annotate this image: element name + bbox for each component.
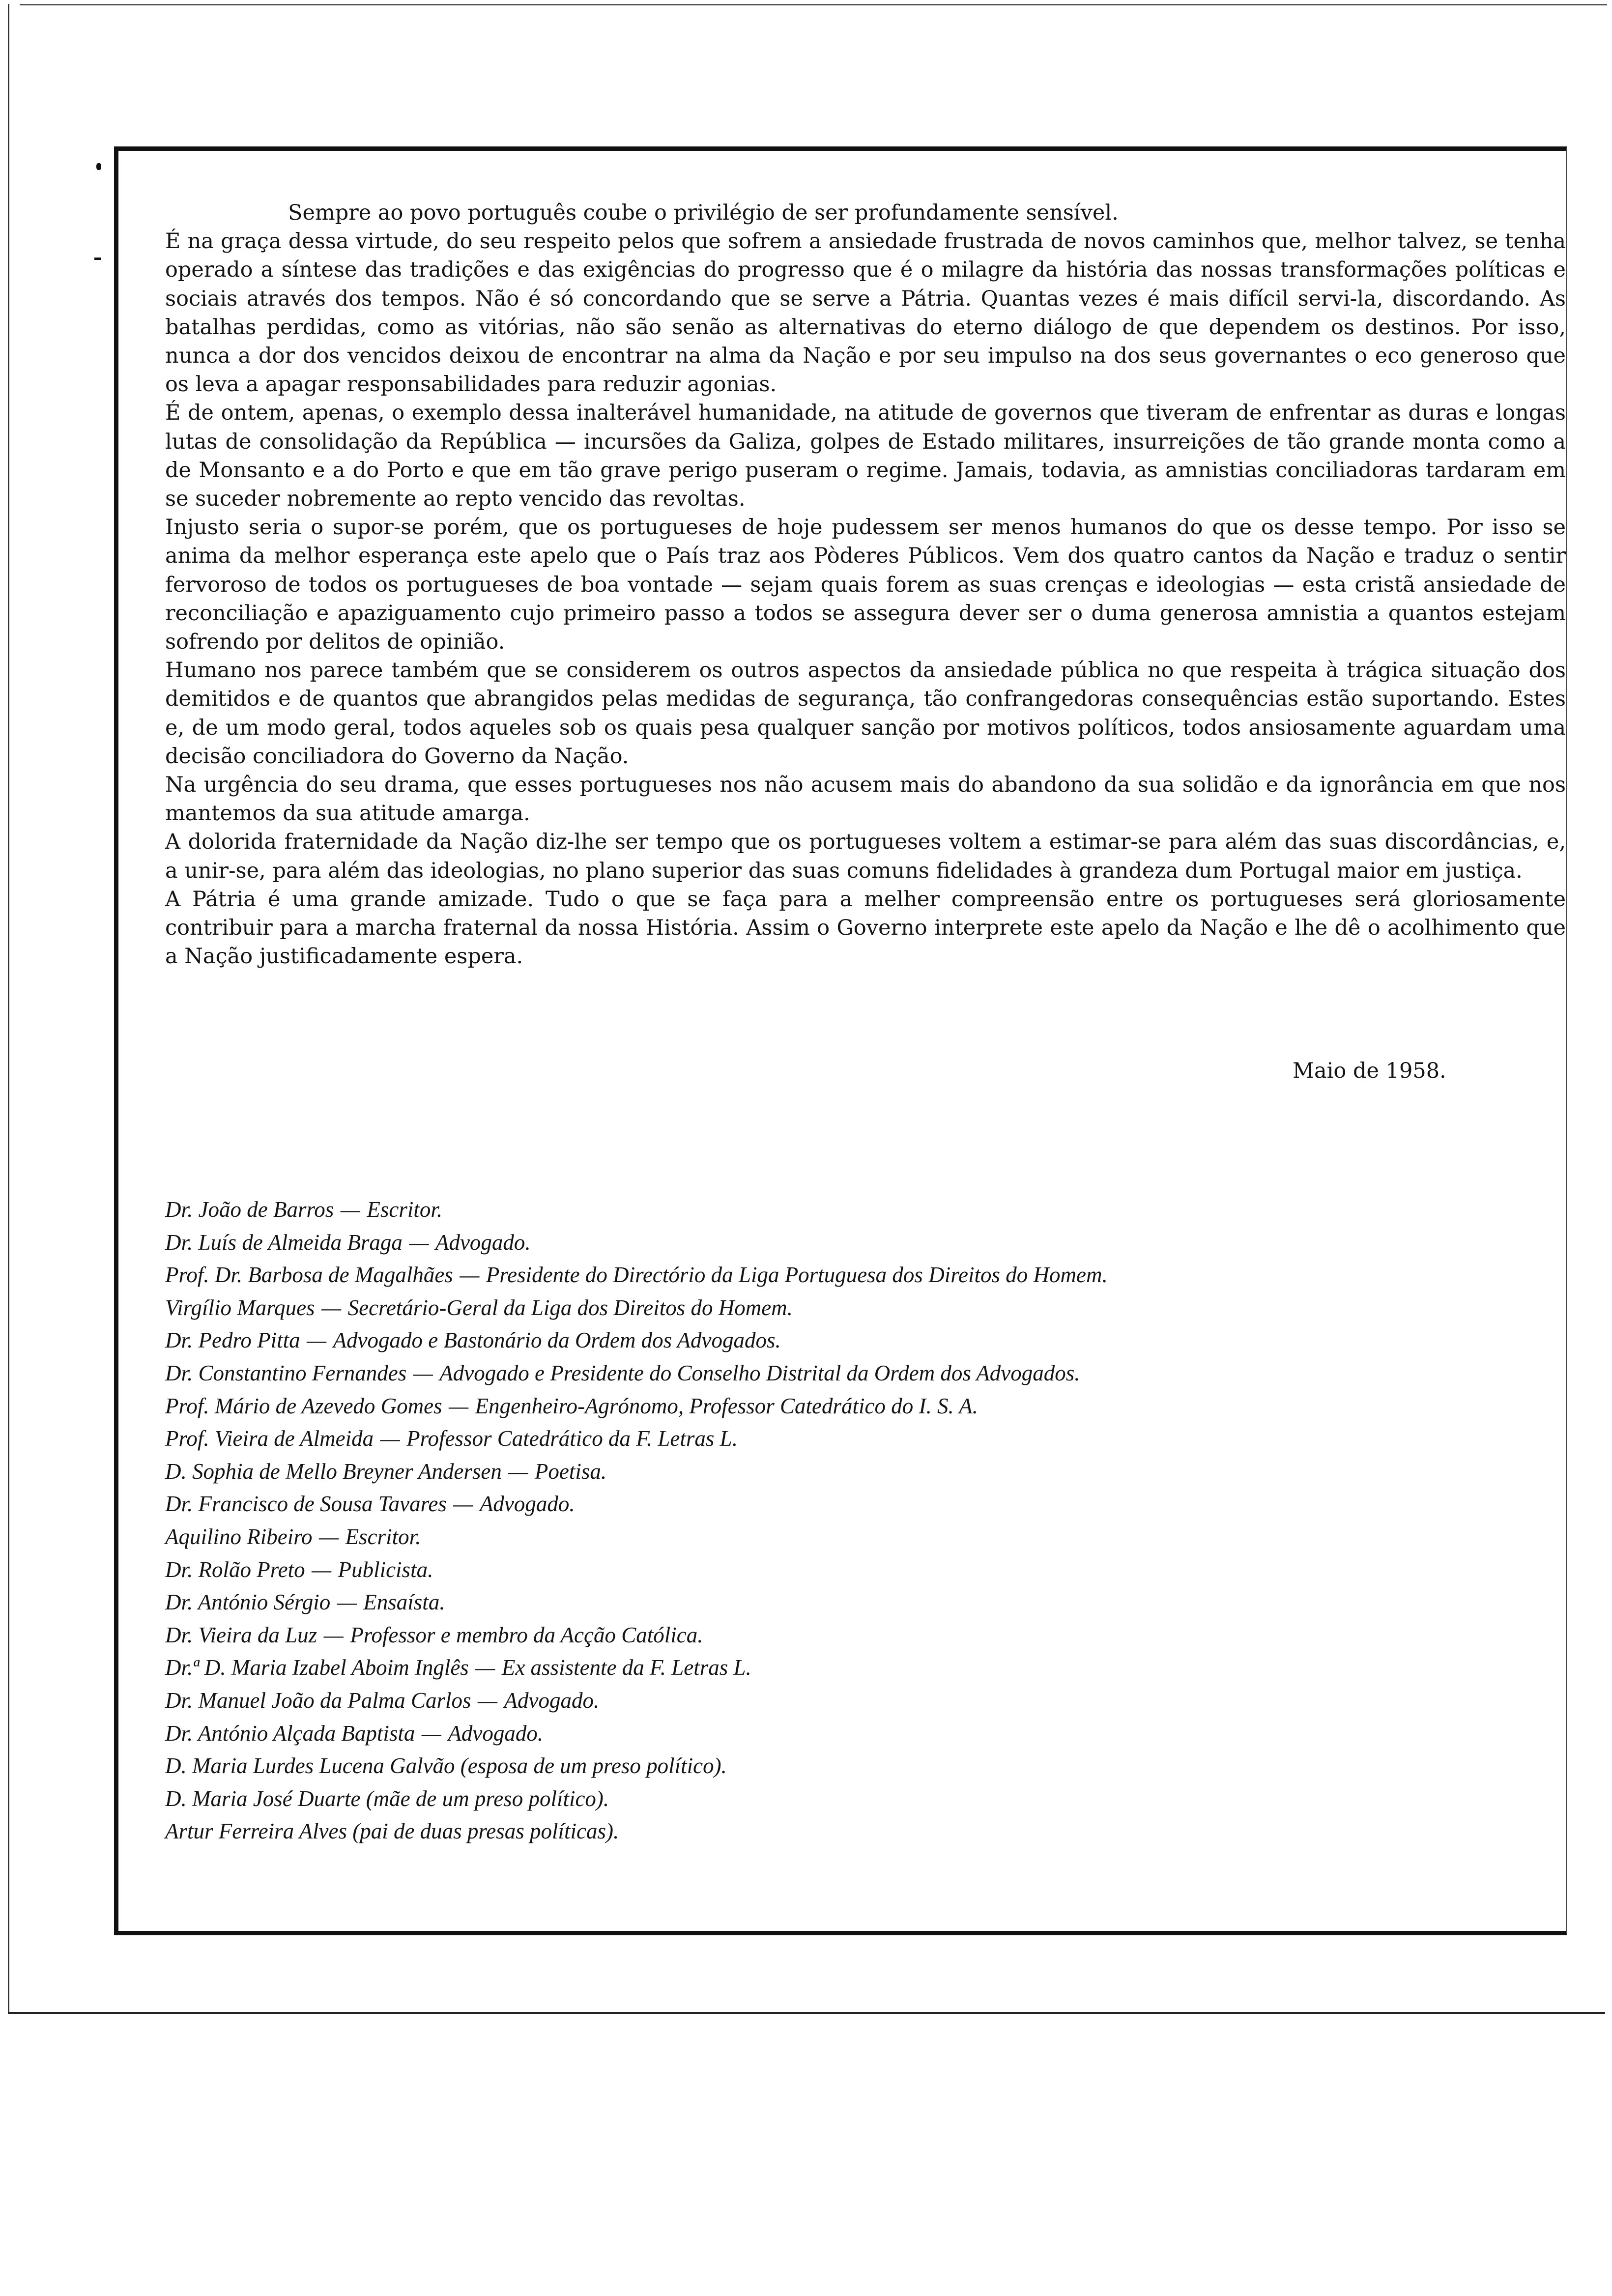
signatory-name: Dr. António Sérgio bbox=[165, 1590, 331, 1615]
signatory-name: Dr. António Alçada Baptista bbox=[165, 1721, 415, 1746]
separator: — bbox=[307, 1328, 327, 1353]
signatory-name: Prof. Mário de Azevedo Gomes bbox=[165, 1393, 442, 1418]
signatory-line bbox=[165, 1226, 1492, 1259]
separator: — bbox=[460, 1263, 480, 1288]
signatory-name: Aquilino Ribeiro bbox=[165, 1524, 313, 1549]
separator: — bbox=[413, 1360, 433, 1385]
signatory-name: Prof. Dr. Barbosa de Magalhães bbox=[165, 1263, 453, 1288]
paragraph: A Pátria é uma grande amizade. Tudo o que se faça para a melher compreensão entre os portugueses será gloriosamente contribuir para a marcha fraternal da nossa História. Assim o Governo interprete este apelo da Nação e lhe dê o acolhimento que a Nação justificadamente espera. bbox=[165, 887, 1566, 969]
signatory-role: Engenheiro-Agrónomo, Professor Catedrático do I. S. A. bbox=[475, 1393, 978, 1418]
separator: — bbox=[453, 1492, 473, 1517]
signatory-role: Advogado. bbox=[479, 1492, 575, 1517]
letter-date: Maio de 1958. bbox=[1293, 1059, 1446, 1083]
signatory-line bbox=[165, 1684, 1492, 1717]
scan-edge-bottom bbox=[8, 2012, 1605, 2014]
signatory-line bbox=[165, 1390, 1492, 1423]
signatory-name: D. Maria José Duarte (mãe de um preso político). bbox=[165, 1786, 609, 1811]
separator: — bbox=[421, 1721, 441, 1746]
separator: — bbox=[478, 1688, 498, 1713]
signatory-line bbox=[165, 1782, 1492, 1815]
separator: — bbox=[337, 1590, 357, 1615]
signatory-line bbox=[165, 1521, 1492, 1553]
signatory-name: Dr. João de Barros bbox=[165, 1197, 334, 1222]
signatory-line bbox=[165, 1586, 1492, 1619]
signatory-line bbox=[165, 1292, 1492, 1324]
signatory-line bbox=[165, 1422, 1492, 1455]
separator: — bbox=[508, 1459, 528, 1484]
signatory-line bbox=[165, 1717, 1492, 1750]
separator: — bbox=[312, 1557, 332, 1582]
signatory-role: Professor e membro da Acção Católica. bbox=[350, 1622, 703, 1647]
separator: — bbox=[321, 1295, 342, 1320]
separator: — bbox=[340, 1197, 360, 1222]
margin-mark bbox=[94, 258, 101, 260]
signatory-role: Advogado. bbox=[435, 1230, 531, 1255]
letter-body bbox=[165, 199, 1566, 971]
signatory-list bbox=[165, 1193, 1492, 1848]
signatory-name: Dr.ª D. Maria Izabel Aboim Inglês bbox=[165, 1655, 469, 1680]
signatory-role: Publicista. bbox=[338, 1557, 433, 1582]
signatory-role: Professor Catedrático da F. Letras L. bbox=[406, 1426, 738, 1451]
paragraph: Injusto seria o supor-se porém, que os portugueses de hoje pudessem ser menos humanos do que os desse tempo. Por isso se anima da melhor esperança este apelo que o País traz aos Pòderes Públicos. Vem dos quatro cantos da Nação e traduz o sentir fervoroso de todos os portugueses de boa vontade — sejam quais forem as suas crenças e ideologias — esta cristã ansiedade de reconciliação e apaziguamento cujo primeiro passo a todos se assegura dever ser o duma generosa amnistia a quantos estejam sofrendo por delitos de opinião. bbox=[165, 515, 1566, 655]
signatory-name: Dr. Rolão Preto bbox=[165, 1557, 305, 1582]
signatory-line bbox=[165, 1619, 1492, 1652]
signatory-role: Presidente do Directório da Liga Portuguesa dos Direitos do Homem. bbox=[486, 1263, 1108, 1288]
paragraph: Sempre ao povo português coube o privilégio de ser profundamente sensível. bbox=[288, 201, 1119, 225]
signatory-name: Dr. Manuel João da Palma Carlos bbox=[165, 1688, 471, 1713]
signatory-role: Escritor. bbox=[367, 1197, 443, 1222]
signatory-name: D. Maria Lurdes Lucena Galvão (esposa de um preso político). bbox=[165, 1753, 727, 1779]
signatory-line bbox=[165, 1324, 1492, 1357]
signatory-role: Escritor. bbox=[345, 1524, 421, 1549]
signatory-role: Secretário-Geral da Liga dos Direitos do Homem. bbox=[347, 1295, 793, 1320]
signatory-role: Poetisa. bbox=[534, 1459, 607, 1484]
margin-mark bbox=[96, 163, 101, 170]
signatory-name: Dr. Constantino Fernandes bbox=[165, 1360, 407, 1385]
signatory-role: Advogado e Bastonário da Ordem dos Advogados. bbox=[333, 1328, 781, 1353]
separator: — bbox=[380, 1426, 400, 1451]
signatory-role: Advogado e Presidente do Conselho Distrital da Ordem dos Advogados. bbox=[439, 1360, 1080, 1385]
signatory-line bbox=[165, 1553, 1492, 1586]
separator: — bbox=[409, 1230, 429, 1255]
signatory-line bbox=[165, 1815, 1492, 1848]
signatory-name: D. Sophia de Mello Breyner Andersen bbox=[165, 1459, 502, 1484]
signatory-line bbox=[165, 1651, 1492, 1684]
signatory-line bbox=[165, 1488, 1492, 1521]
signatory-name: Dr. Luís de Almeida Braga bbox=[165, 1230, 403, 1255]
signatory-name: Prof. Vieira de Almeida bbox=[165, 1426, 374, 1451]
signatory-role: Ensaísta. bbox=[363, 1590, 445, 1615]
paragraph: A dolorida fraternidade da Nação diz-lhe ser tempo que os portugueses voltem a estimar-se para além das suas discordâncias, e, a unir-se, para além das ideologias, no plano superior das suas comuns fidelidades à grandeza dum Portugal maior em justiça. bbox=[165, 830, 1566, 883]
separator: — bbox=[475, 1655, 495, 1680]
paragraph: É de ontem, apenas, o exemplo dessa inalterável humanidade, na atitude de governos que tiveram de enfrentar as duras e longas lutas de consolidação da República — incursões da Galiza, golpes de Estado militares, insurreições de tão grande monta como a de Monsanto e a do Porto e que em tão grave perigo puseram o regime. Jamais, todavia, as amnistias conciliadoras tardaram em se suceder nobremente ao repto vencido das revoltas. bbox=[165, 401, 1566, 512]
signatory-line bbox=[165, 1193, 1492, 1226]
signatory-role: Advogado. bbox=[448, 1721, 544, 1746]
paragraph: Na urgência do seu drama, que esses portugueses nos não acusem mais do abandono da sua solidão e da ignorância em que nos mantemos da sua atitude amarga. bbox=[165, 773, 1566, 826]
scan-edge-left bbox=[8, 4, 9, 2014]
signatory-role: Advogado. bbox=[504, 1688, 600, 1713]
separator: — bbox=[449, 1393, 469, 1418]
separator: — bbox=[319, 1524, 339, 1549]
signatory-role: Ex assistente da F. Letras L. bbox=[501, 1655, 751, 1680]
signatory-name: Dr. Vieira da Luz bbox=[165, 1622, 317, 1647]
scan-edge-top bbox=[20, 4, 1607, 5]
signatory-name: Virgílio Marques bbox=[165, 1295, 315, 1320]
signatory-name: Dr. Pedro Pitta bbox=[165, 1328, 300, 1353]
signatory-line bbox=[165, 1455, 1492, 1488]
signatory-name: Artur Ferreira Alves (pai de duas presas políticas). bbox=[165, 1819, 619, 1844]
paragraph: É na graça dessa virtude, do seu respeito pelos que sofrem a ansiedade frustrada de novos caminhos que, melhor talvez, se tenha operado a síntese das tradições e das exigências do progresso que é o milagre da história das nossas transformações políticas e sociais através dos tempos. Não é só concordando que se serve a Pátria. Quantas vezes é mais difícil servi-la, discordando. As batalhas perdidas, como as vitórias, não são senão as alternativas do eterno diálogo de que dependem os destinos. Por isso, nunca a dor dos vencidos deixou de encontrar na alma da Nação e por seu impulso na dos seus governantes o eco generoso que os leva a apagar responsabilidades para reduzir agonias. bbox=[165, 229, 1566, 397]
signatory-line bbox=[165, 1259, 1492, 1292]
separator: — bbox=[323, 1622, 344, 1647]
signatory-name: Dr. Francisco de Sousa Tavares bbox=[165, 1492, 447, 1517]
paragraph: Humano nos parece também que se considerem os outros aspectos da ansiedade pública no que respeita à trágica situação dos demitidos e de quantos que abrangidos pelas medidas de segurança, tão confrangedoras consequências estão suportando. Estes e, de um modo geral, todos aqueles sob os quais pesa qualquer sanção por motivos políticos, todos ansiosamente aguardam uma decisão conciliadora do Governo da Nação. bbox=[165, 658, 1566, 769]
signatory-line bbox=[165, 1357, 1492, 1390]
signatory-line bbox=[165, 1750, 1492, 1782]
